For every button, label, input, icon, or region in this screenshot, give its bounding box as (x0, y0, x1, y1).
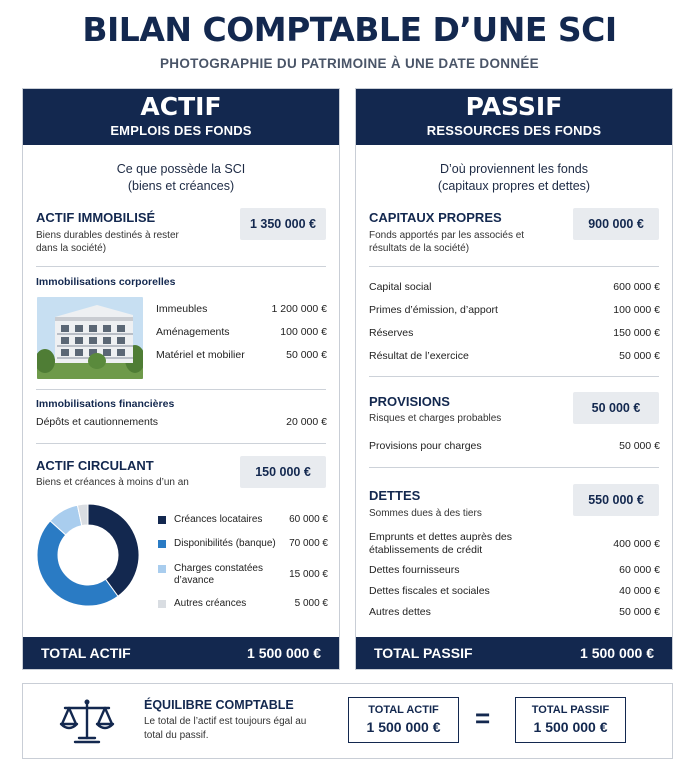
page-subtitle: PHOTOGRAPHIE DU PATRIMOINE À UNE DATE DONNÉE (160, 56, 539, 71)
equilibre-title: ÉQUILIBRE COMPTABLE (144, 698, 294, 712)
box-label: TOTAL PASSIF (531, 704, 610, 716)
passif-heading: PASSIF (465, 92, 563, 121)
divider (36, 443, 326, 444)
passif-lead (356, 161, 672, 195)
legend-swatch (158, 565, 166, 573)
legend-label: Disponibilités (banque) (174, 538, 276, 549)
provisions-amount: 50 000 € (573, 392, 659, 424)
passif-panel (355, 88, 673, 670)
row-value: 100 000 € (613, 304, 660, 316)
actif-header (23, 89, 339, 145)
row-label: Matériel et mobilier (156, 349, 245, 361)
total-passif-label: TOTAL PASSIF (374, 645, 473, 661)
actif-immobilise-amount: 1 350 000 € (240, 208, 326, 240)
row-value: 50 000 € (619, 350, 660, 362)
provisions-title: PROVISIONS (369, 394, 450, 409)
actif-subheading: EMPLOIS DES FONDS (110, 123, 252, 138)
page-title: BILAN COMPTABLE D’UNE SCI (82, 10, 617, 49)
corporelles-title: Immobilisations corporelles (36, 276, 176, 288)
row-value: 50 000 € (619, 606, 660, 618)
capitaux-desc: Fonds apportés par les associés et résultats de la société) (369, 230, 525, 254)
total-actif-label: TOTAL ACTIF (41, 645, 131, 661)
passif-header (356, 89, 672, 145)
capitaux-title: CAPITAUX PROPRES (369, 210, 502, 225)
row-value: 1 200 000 € (271, 303, 327, 315)
scale-balance-icon (59, 696, 115, 746)
row-label: Dettes fiscales et sociales (369, 585, 490, 597)
total-actif-value: 1 500 000 € (247, 645, 321, 661)
dettes-desc: Sommes dues à des tiers (369, 508, 482, 519)
actif-immobilise-title: ACTIF IMMOBILISÉ (36, 210, 156, 225)
divider (36, 389, 326, 390)
row-value: 20 000 € (286, 416, 327, 428)
legend-value: 70 000 € (289, 538, 328, 549)
passif-lead-line2: (capitaux propres et dettes) (437, 179, 591, 193)
row-label: Provisions pour charges (369, 440, 482, 452)
row-label: Aménagements (156, 326, 230, 338)
actif-lead-line2: (biens et créances) (127, 179, 235, 193)
row-label: Réserves (369, 327, 414, 339)
row-label: Dépôts et cautionnements (36, 416, 158, 428)
row-label: Capital social (369, 281, 432, 293)
legend-swatch (158, 600, 166, 608)
actif-lead-line1: Ce que possède la SCI (116, 162, 246, 176)
financieres-title: Immobilisations financières (36, 398, 175, 410)
divider (369, 266, 659, 267)
box-value: 1 500 000 € (366, 719, 441, 735)
building-image (37, 297, 143, 379)
donut-slice (88, 504, 139, 596)
row-value: 40 000 € (619, 585, 660, 597)
total-passif-box (515, 697, 626, 743)
divider (369, 467, 659, 468)
dettes-title: DETTES (369, 488, 421, 503)
equals-sign: = (475, 703, 491, 733)
box-value: 1 500 000 € (533, 719, 608, 735)
legend-value: 5 000 € (294, 598, 328, 609)
passif-total-bar (356, 637, 672, 669)
total-actif-box (348, 697, 459, 743)
total-passif-value: 1 500 000 € (580, 645, 654, 661)
divider (369, 376, 659, 377)
row-label: Immeubles (156, 303, 208, 315)
row-value: 600 000 € (613, 281, 660, 293)
legend-label: Créances locataires (174, 514, 263, 525)
actif-circulant-amount: 150 000 € (240, 456, 326, 488)
row-label: Emprunts et dettes auprès des établissements de crédit (369, 531, 512, 556)
row-label: Primes d’émission, d’apport (369, 304, 498, 316)
row-label: Dettes fournisseurs (369, 564, 460, 576)
divider (36, 266, 326, 267)
actif-circulant-desc: Biens et créances à moins d’un an (36, 477, 189, 488)
row-value: 100 000 € (280, 326, 327, 338)
actif-circulant-title: ACTIF CIRCULANT (36, 458, 154, 473)
equilibre-box (22, 683, 673, 759)
row-value: 60 000 € (619, 564, 660, 576)
passif-subheading: RESSOURCES DES FONDS (426, 123, 602, 138)
dettes-amount: 550 000 € (573, 484, 659, 516)
row-value: 400 000 € (613, 538, 660, 550)
row-value: 50 000 € (286, 349, 327, 361)
provisions-desc: Risques et charges probables (369, 413, 502, 424)
equilibre-desc: Le total de l’actif est toujours égal au total du passif. (144, 716, 307, 741)
row-value: 50 000 € (619, 440, 660, 452)
legend-value: 15 000 € (289, 569, 328, 580)
actif-immobilise-desc: Biens durables destinés à rester dans la société) (36, 230, 179, 254)
capitaux-amount: 900 000 € (573, 208, 659, 240)
legend-swatch (158, 540, 166, 548)
circulant-donut-chart (35, 502, 141, 608)
legend-label: Autres créances (174, 598, 247, 609)
actif-lead (23, 161, 339, 195)
legend-value: 60 000 € (289, 514, 328, 525)
row-label: Autres dettes (369, 606, 431, 618)
donut-slice (37, 521, 118, 606)
row-value: 150 000 € (613, 327, 660, 339)
actif-total-bar (23, 637, 339, 669)
legend-label: Charges constatées d’avance (174, 563, 263, 586)
box-label: TOTAL ACTIF (368, 704, 439, 716)
legend-swatch (158, 516, 166, 524)
actif-panel (22, 88, 340, 670)
passif-lead-line1: D’où proviennent les fonds (439, 162, 588, 176)
actif-heading: ACTIF (140, 92, 222, 121)
row-label: Résultat de l’exercice (369, 350, 469, 362)
